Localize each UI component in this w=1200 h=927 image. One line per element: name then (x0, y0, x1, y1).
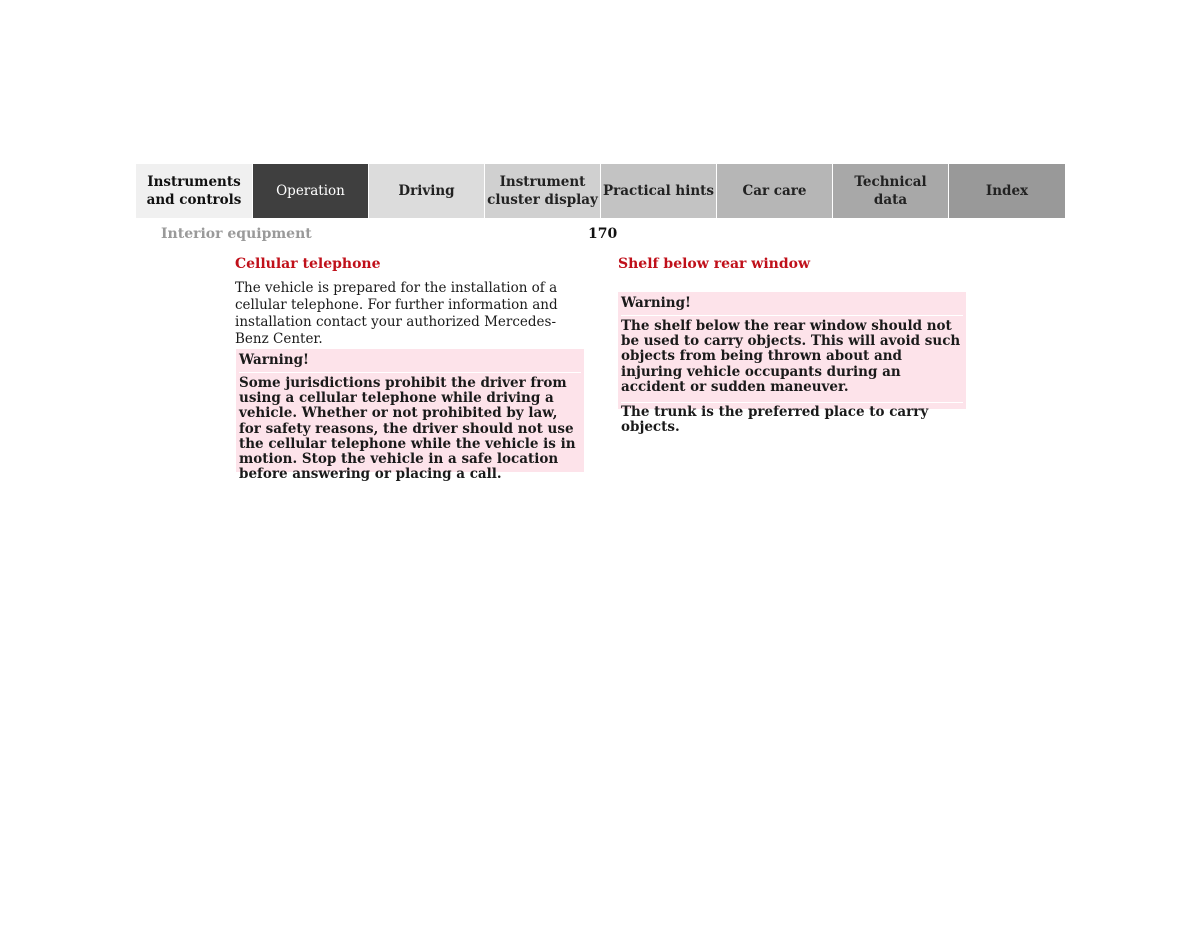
tab-operation[interactable]: Operation (252, 164, 368, 218)
tab-index[interactable]: Index (948, 164, 1065, 218)
section-title: Interior equipment (161, 226, 312, 242)
cellular-telephone-text: The vehicle is prepared for the installation of a cellular telephone. For further information and installation contact your authorized Mercedes-Benz Center. (235, 280, 558, 347)
warning-text: Some jurisdictions prohibit the driver from using a cellular telephone while driving a vehicle. Whether or not prohibited by law, for safety reasons, the driver should not use the cellular telephone while the vehicle is in motion. Stop the vehicle in a safe location before answering or placing a call. (239, 375, 576, 483)
warning-text: The shelf below the rear window should not be used to carry objects. This will avoid such objects from being thrown about and injuring vehicle occupants during an accident or sudden maneuver. (621, 318, 961, 395)
tab-technical-data[interactable]: Technical data (832, 164, 948, 218)
tab-practical-hints[interactable]: Practical hints (600, 164, 716, 218)
cellular-telephone-warning (236, 349, 584, 483)
warning-title: Warning! (621, 294, 963, 316)
tab-instruments-and-controls[interactable]: Instruments and controls (136, 164, 252, 218)
cellular-telephone-heading: Cellular telephone (235, 256, 381, 272)
tab-instrument-cluster-display[interactable]: Instrument cluster display (484, 164, 600, 218)
tab-car-care[interactable]: Car care (716, 164, 832, 218)
shelf-warning (618, 292, 966, 436)
shelf-heading: Shelf below rear window (618, 256, 811, 272)
tab-driving[interactable]: Driving (368, 164, 484, 218)
chapter-tabs (136, 164, 1065, 218)
warning-title: Warning! (239, 351, 581, 373)
page-number: 170 (588, 226, 618, 242)
warning-text-trunk: The trunk is the preferred place to carry objects. (621, 402, 963, 435)
